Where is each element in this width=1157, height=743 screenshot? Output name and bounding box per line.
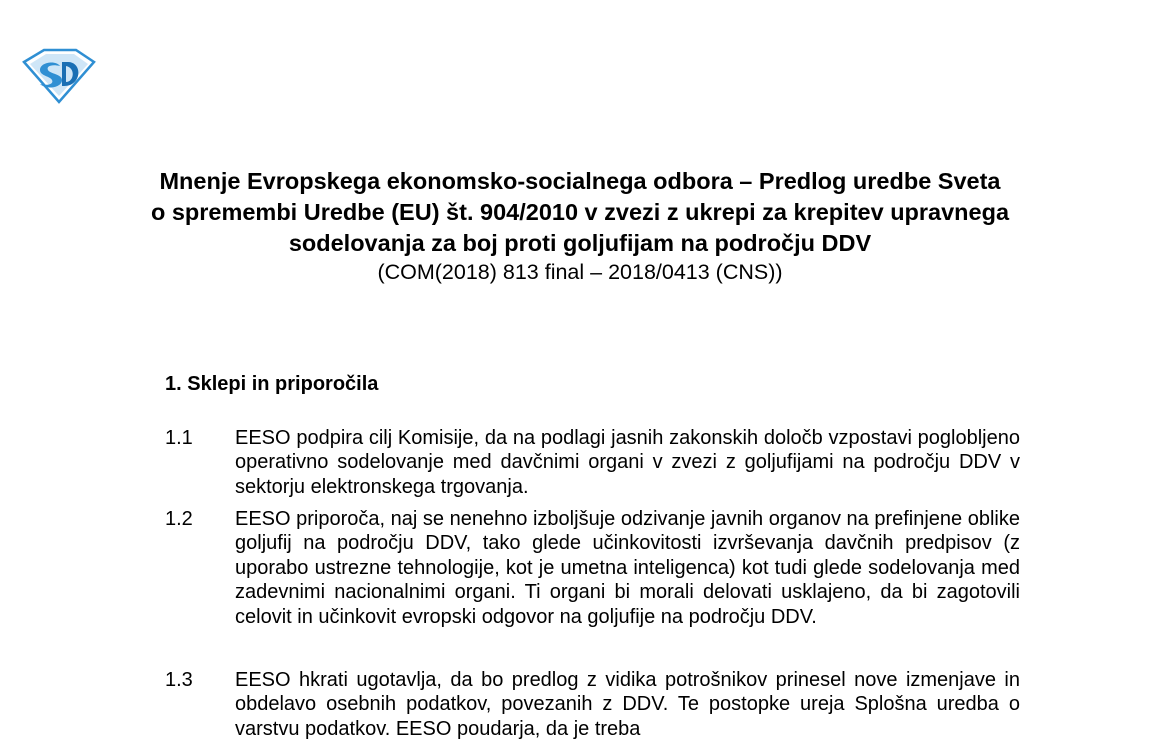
- paragraph-number: 1.2: [165, 508, 193, 530]
- section-heading: 1. Sklepi in priporočila: [165, 373, 379, 395]
- eesc-logo: [22, 48, 96, 104]
- paragraph-1-2: [165, 507, 1020, 629]
- document-reference: (COM(2018) 813 final – 2018/0413 (CNS)): [377, 260, 783, 284]
- paragraph-text: EESO priporoča, naj se nenehno izboljšuje odzivanje javnih organov na prefinjene oblike goljufij na področju DDV, tako glede učinkovitosti izvrševanja davčnih predpisov (z uporabo ustrezne tehnologije, kot je umetna inteligenca) kot tudi glede sodelovanja med zadevnimi nacionalnimi organi. Ti organi bi morali delovati usklajeno, da bi zagotovili celovit in učinkovit evropski odgovor na goljufije na področju DDV.: [235, 508, 1020, 628]
- paragraph-text: EESO hkrati ugotavlja, da bo predlog z vidika potrošnikov prinesel nove izmenjave in obdelavo osebnih podatkov, povezanih z DDV. Te postopke ureja Splošna uredba o varstvu podatkov. EESO poudarja, da je treba: [235, 669, 1020, 740]
- paragraph-1-1: [165, 426, 1020, 499]
- paragraph-1-3: [165, 668, 1020, 741]
- paragraph-text: EESO podpira cilj Komisije, da na podlagi jasnih zakonskih določb vzpostavi poglobljeno operativno sodelovanje med davčnimi organi v zvezi z goljufijami na področju DDV v sektorju elektronskega trgovanja.: [235, 427, 1020, 498]
- document-title-block: [130, 166, 1030, 285]
- paragraph-number: 1.1: [165, 427, 193, 449]
- document-title: Mnenje Evropskega ekonomsko-socialnega odbora – Predlog uredbe Sveta o spremembi Uredbe (EU) št. 904/2010 v zvezi z ukrepi za krepitev upravnega sodelovanja za boj proti goljufijam na področju DDV: [150, 168, 1010, 256]
- paragraph-number: 1.3: [165, 669, 193, 691]
